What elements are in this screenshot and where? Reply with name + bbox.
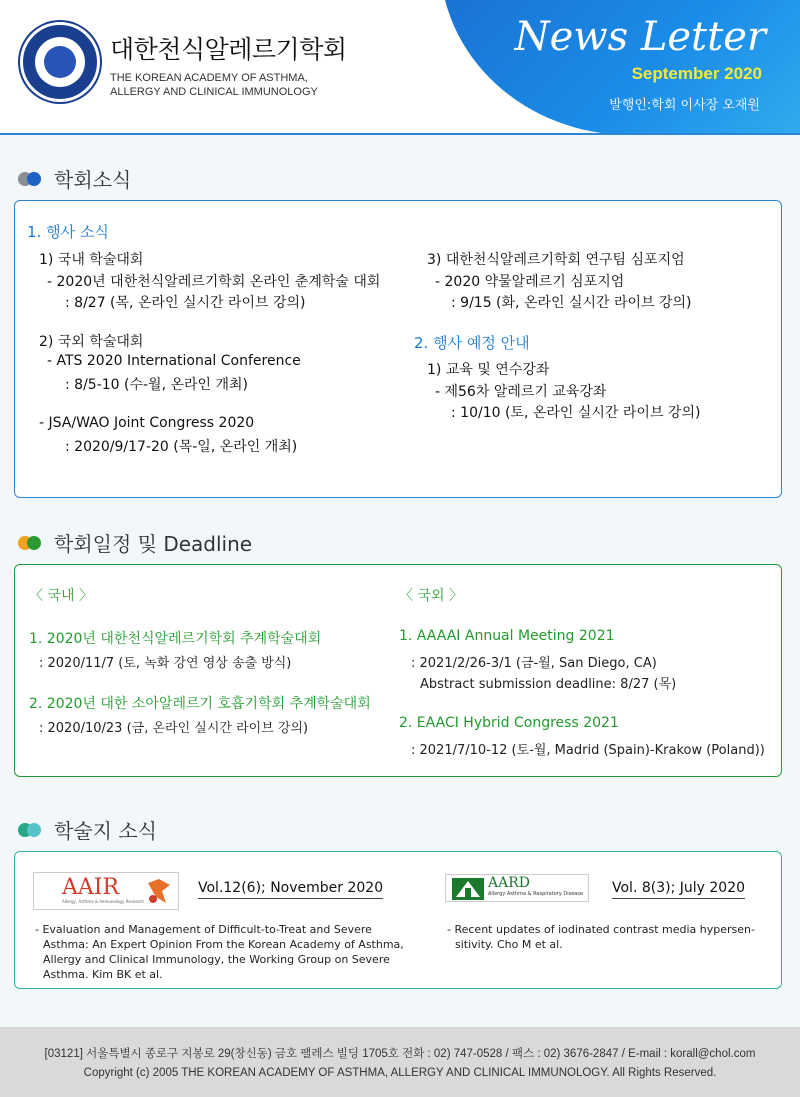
aard-logo [445, 874, 589, 902]
aard-article-line: - Recent updates of iodinated contrast media hypersen- [447, 923, 755, 936]
newsletter-title: News Letter [514, 14, 766, 60]
intl-event-date: : 2021/7/10-12 (토-월, Madrid (Spain)-Krakow (Poland)) [411, 743, 765, 758]
intl-conference-item: - ATS 2020 International Conference [47, 353, 301, 369]
domestic-label: 〈 국내 〉 [29, 588, 93, 604]
domestic-event-title: 1. 2020년 대한천식알레르기학회 추계학술대회 [29, 631, 322, 647]
aard-logo-text: AARD [488, 875, 530, 891]
header-divider [0, 133, 800, 135]
footer-copyright: Copyright (c) 2005 THE KOREAN ACADEMY OF ASTHMA, ALLERGY AND CLINICAL IMMUNOLOGY. All Rights Reserved. [83, 1067, 717, 1079]
aard-mark-icon [452, 878, 484, 900]
abstract-deadline: Abstract submission deadline: 8/27 (목) [420, 677, 677, 692]
aair-logo-subtitle: Allergy, Asthma & Immunology Research [62, 899, 144, 904]
journal-box [14, 851, 782, 989]
intl-event-title: 1. AAAAI Annual Meeting 2021 [399, 628, 615, 644]
aair-volume: Vol.12(6); November 2020 [198, 880, 383, 899]
org-name-kr: 대한천식알레르기학회 [110, 35, 347, 64]
section-academy-news-heading [18, 164, 131, 193]
section-title: 학회일정 및 Deadline [54, 532, 253, 556]
issue-date: September 2020 [631, 64, 762, 83]
education-heading: 1) 교육 및 연수강좌 [427, 362, 550, 378]
section-title: 학회소식 [54, 168, 132, 192]
org-name-en-line2: ALLERGY AND CLINICAL IMMUNOLOGY [110, 86, 318, 98]
domestic-conference-heading: 1) 국내 학술대회 [39, 252, 144, 268]
publisher: 발행인:학회 이사장 오재원 [609, 98, 760, 113]
footer-address: [03121] 서울특별시 종로구 지봉로 29(창신동) 금호 팰레스 빌딩 1705호 전화 : 02) 747-0528 / 팩스 : 02) 3676-2847 / E-mail : korall@chol.com [44, 1048, 756, 1060]
intl-conference-item: - JSA/WAO Joint Congress 2020 [39, 415, 255, 431]
event-news-heading: 1. 행사 소식 [27, 223, 109, 241]
research-symposium-date: : 9/15 (화, 온라인 실시간 라이브 강의) [451, 295, 692, 311]
intl-conference-heading: 2) 국외 학술대회 [39, 334, 144, 350]
bullet-dots-icon [18, 536, 42, 550]
aard-volume: Vol. 8(3); July 2020 [612, 880, 745, 899]
aair-article-line: Asthma. Kim BK et al. [43, 968, 163, 981]
domestic-conference-date: : 8/27 (목, 온라인 실시간 라이브 강의) [65, 295, 306, 311]
aair-logo-text: AAIR [62, 875, 120, 900]
aair-article-line: Allergy and Clinical Immunology, the Working Group on Severe [43, 953, 390, 966]
schedule-box [14, 564, 782, 777]
domestic-event-title: 2. 2020년 대한 소아알레르기 호흡기학회 추계학술대회 [29, 696, 371, 712]
bullet-dots-icon [18, 172, 42, 186]
aair-logo [33, 872, 179, 910]
aard-logo-subtitle: Allergy Asthma & Respiratory Disease [488, 891, 584, 897]
section-journal-heading [18, 815, 157, 844]
education-item: - 제56차 알레르기 교육강좌 [435, 384, 607, 400]
org-name-en-line1: THE KOREAN ACADEMY OF ASTHMA, [110, 72, 308, 84]
aair-article-line: - Evaluation and Management of Difficult-to-Treat and Severe [35, 923, 372, 936]
research-symposium-item: - 2020 약물알레르기 심포지엄 [435, 274, 625, 290]
intl-conference-date: : 8/5-10 (수-월, 온라인 개최) [65, 377, 249, 393]
domestic-event-date: : 2020/10/23 (금, 온라인 실시간 라이브 강의) [39, 721, 309, 736]
international-label: 〈 국외 〉 [399, 588, 463, 604]
aair-mark-icon [144, 877, 174, 907]
section-schedule-heading [18, 528, 252, 557]
education-date: : 10/10 (토, 온라인 실시간 라이브 강의) [451, 405, 701, 421]
intl-conference-date: : 2020/9/17-20 (목-일, 온라인 개최) [65, 439, 298, 455]
aard-article-line: sitivity. Cho M et al. [455, 938, 563, 951]
intl-event-date: : 2021/2/26-3/1 (금-월, San Diego, CA) [411, 656, 657, 671]
footer [0, 1027, 800, 1097]
intl-event-title: 2. EAACI Hybrid Congress 2021 [399, 715, 619, 731]
bullet-dots-icon [18, 823, 42, 837]
section-title: 학술지 소식 [54, 819, 157, 843]
upcoming-events-heading: 2. 행사 예정 안내 [414, 334, 530, 352]
domestic-conference-item: - 2020년 대한천식알레르기학회 온라인 춘계학술 대회 [47, 274, 381, 290]
aair-article-line: Asthma: An Expert Opinion From the Korean Academy of Asthma, [43, 938, 404, 951]
academy-news-box [14, 200, 782, 498]
domestic-event-date: : 2020/11/7 (토, 녹화 강연 영상 송출 방식) [39, 656, 292, 671]
header [0, 0, 800, 135]
research-symposium-heading: 3) 대한천식알레르기학회 연구팀 심포지엄 [427, 252, 685, 268]
academy-logo [20, 22, 100, 102]
